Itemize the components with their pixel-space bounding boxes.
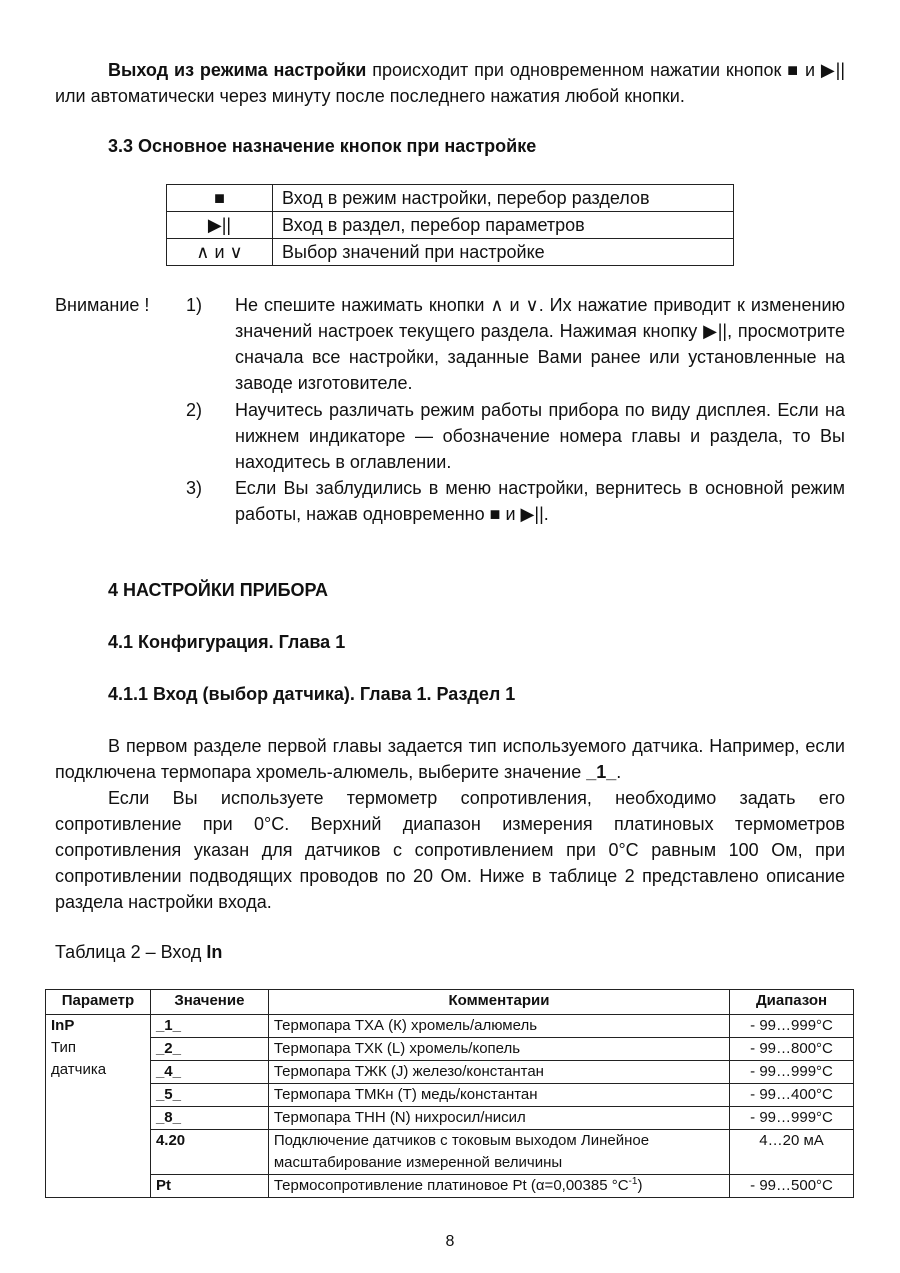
column-header: Диапазон xyxy=(730,990,854,1015)
table-row xyxy=(46,1107,854,1130)
button-description: Вход в режим настройки, перебор разделов xyxy=(273,185,734,212)
table-row xyxy=(46,1038,854,1061)
table-row xyxy=(167,239,734,266)
range-cell: - 99…500°С xyxy=(730,1175,854,1198)
table-row xyxy=(46,1084,854,1107)
table-caption xyxy=(55,939,222,965)
superscript: -1 xyxy=(628,1176,638,1187)
list-item: Научитесь различать режим работы прибора по виду дисплея. Если на нижнем индикаторе — обозначение номера главы и раздела, то Вы находитесь в оглавлении. xyxy=(235,400,845,472)
table-row xyxy=(167,185,734,212)
comment-text: Термосопротивление платиновое Pt (α=0,00385 °С xyxy=(273,1177,629,1194)
up-down-button-symbol: ∧ и ∨ xyxy=(167,239,273,266)
table-row xyxy=(46,1061,854,1084)
table-row xyxy=(46,1015,854,1038)
section-heading-4-1: 4.1 Конфигурация. Глава 1 xyxy=(108,632,346,652)
comment-cell: Подключение датчиков с токовым выходом Линейное масштабирование измеренной величины xyxy=(268,1130,729,1175)
value-cell: Pt xyxy=(150,1175,268,1198)
comment-cell: Термопара ТНН (N) нихросил/нисил xyxy=(268,1107,729,1130)
body-paragraph-2: Если Вы используете термометр сопротивления, необходимо задать его сопротивление при 0°С. Верхний диапазон измерения платиновых термометров сопротивления указан для датчиков с сопротивлением при 0°С равным 100 Ом, при сопротивлении подводящих проводов по 20 Ом. Ниже в таблице 2 представлено описание раздела настройки входа. xyxy=(55,788,845,912)
list-item-number: 3) xyxy=(186,478,203,498)
exit-paragraph-text: происходит при одновременном нажатии кнопок ■ и ▶|| или автоматически через минуту после последнего нажатия любой кнопки. xyxy=(55,60,845,106)
section-heading-3-3: 3.3 Основное назначение кнопок при настройке xyxy=(108,136,537,156)
range-cell: - 99…400°С xyxy=(730,1084,854,1107)
value-cell: _5_ xyxy=(150,1084,268,1107)
play-pause-button-symbol: ▶|| xyxy=(167,212,273,239)
body-paragraph-1 xyxy=(55,733,845,785)
section-heading-4-1-1: 4.1.1 Вход (выбор датчика). Глава 1. Раздел 1 xyxy=(108,684,516,704)
comment-cell: Термопара ТХК (L) хромель/копель xyxy=(268,1038,729,1061)
parameter-cell xyxy=(46,1015,151,1198)
parameter-code: InP xyxy=(51,1017,75,1034)
caption-text: Таблица 2 – Вход xyxy=(55,942,207,962)
list-item-number: 2) xyxy=(186,400,203,420)
value-cell: 4.20 xyxy=(150,1130,268,1175)
sensor-value: _1_ xyxy=(586,762,617,782)
section-heading-4: 4 НАСТРОЙКИ ПРИБОРА xyxy=(108,580,328,600)
table-row xyxy=(167,212,734,239)
comment-cell xyxy=(268,1175,729,1198)
table-header-row xyxy=(46,990,854,1015)
paragraph-text: В первом разделе первой главы задается тип используемого датчика. Например, если подключена термопара хромель-алюмель, выберите значение xyxy=(55,736,845,782)
range-cell: - 99…999°С xyxy=(730,1061,854,1084)
button-description: Вход в раздел, перебор параметров xyxy=(273,212,734,239)
comment-cell: Термопара ТМКн (Т) медь/константан xyxy=(268,1084,729,1107)
paragraph-end: . xyxy=(616,762,622,782)
comment-end: ) xyxy=(637,1177,643,1194)
value-cell: _2_ xyxy=(150,1038,268,1061)
table-row xyxy=(46,1175,854,1198)
value-cell: _8_ xyxy=(150,1107,268,1130)
table-row xyxy=(46,1130,854,1175)
list-item: Если Вы заблудились в меню настройки, вернитесь в основной режим работы, нажав одновременно ■ и ▶||. xyxy=(235,478,845,524)
exit-paragraph xyxy=(55,57,845,109)
range-cell: 4…20 мА xyxy=(730,1130,854,1175)
range-cell: - 99…800°С xyxy=(730,1038,854,1061)
column-header: Параметр xyxy=(46,990,151,1015)
attention-label: Внимание ! xyxy=(55,295,150,315)
range-cell: - 99…999°С xyxy=(730,1107,854,1130)
range-cell: - 99…999°С xyxy=(730,1015,854,1038)
button-description: Выбор значений при настройке xyxy=(273,239,734,266)
button-table xyxy=(166,184,734,266)
exit-paragraph-bold: Выход из режима настройки xyxy=(108,60,367,80)
list-item-number: 1) xyxy=(186,295,203,315)
comment-cell: Термопара ТХА (К) хромель/алюмель xyxy=(268,1015,729,1038)
caption-bold: In xyxy=(206,942,223,962)
list-item: Не спешите нажимать кнопки ∧ и ∨. Их нажатие приводит к изменению значений настроек текущего раздела. Нажимая кнопку ▶||, просмотрите сначала все настройки, заданные Вами ранее или установленные на заводе изготовителе. xyxy=(235,295,845,393)
comment-cell: Термопара ТЖК (J) железо/константан xyxy=(268,1061,729,1084)
value-cell: _4_ xyxy=(150,1061,268,1084)
column-header: Комментарии xyxy=(268,990,729,1015)
column-header: Значение xyxy=(150,990,268,1015)
stop-button-symbol: ■ xyxy=(167,185,273,212)
parameter-description: Тип датчика xyxy=(51,1039,107,1078)
value-cell: _1_ xyxy=(150,1015,268,1038)
page-number: 8 xyxy=(445,1233,455,1250)
input-settings-table xyxy=(45,989,854,1198)
